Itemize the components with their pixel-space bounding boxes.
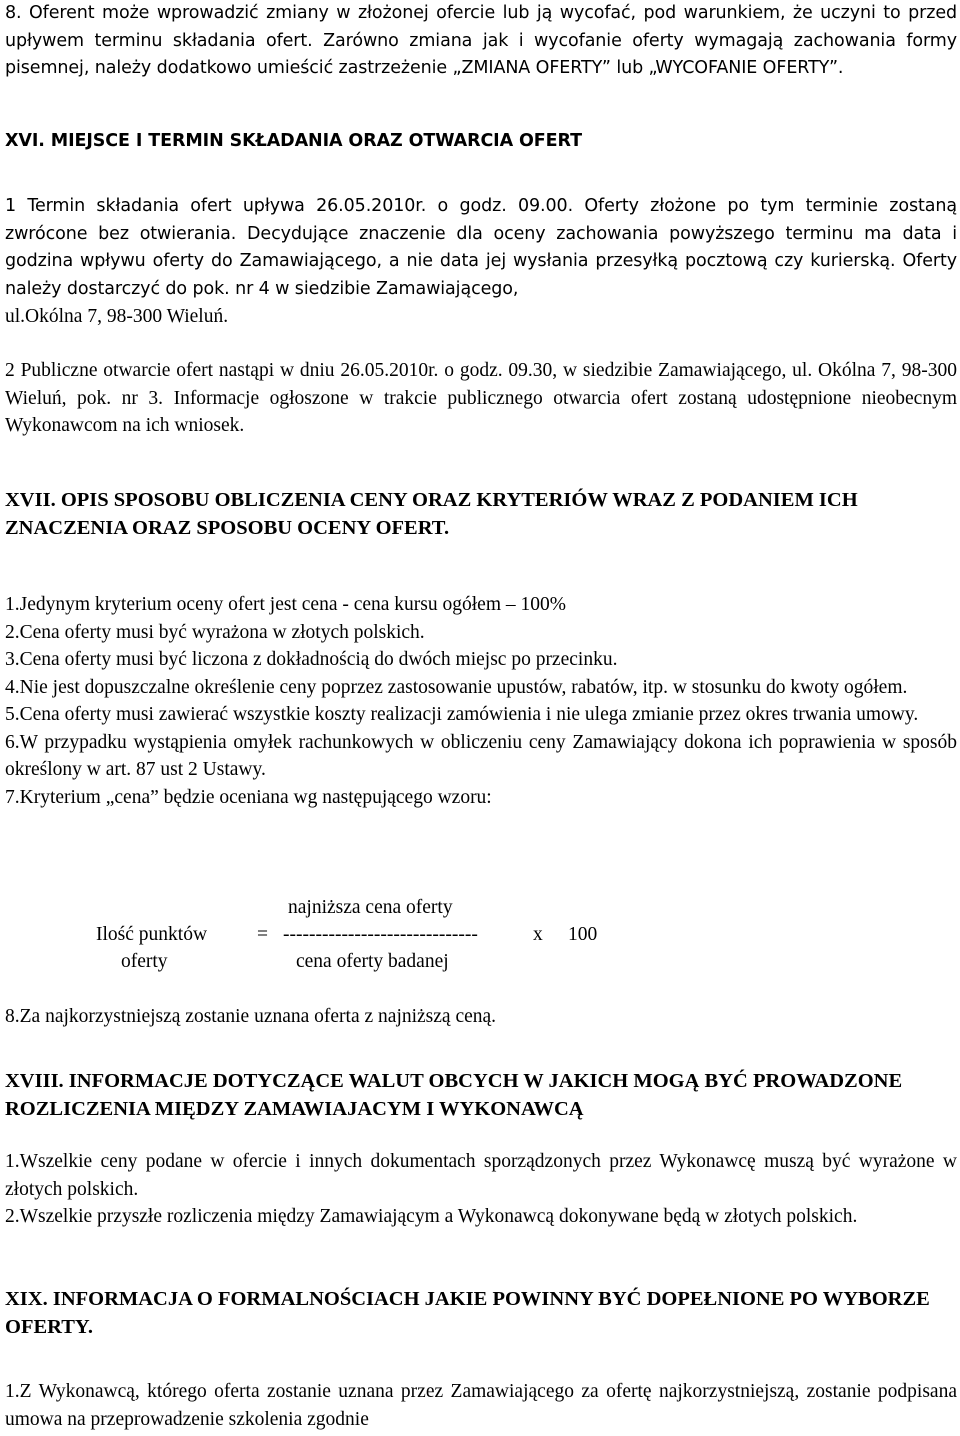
list-item: 6.W przypadku wystąpienia omyłek rachunkowych w obliczeniu ceny Zamawiający dokona ich poprawienia w sposób określony w art. 87 ust 2 Ustawy. bbox=[5, 731, 957, 780]
section-xviii-heading: XVIII. INFORMACJE DOTYCZĄCE WALUT OBCYCH W JAKICH MOGĄ BYĆ PROWADZONE ROZLICZENIA MIĘDZY ZAMAWIAJACYM I WYKONAWCĄ bbox=[5, 1070, 903, 1120]
xvi-paragraph-1-text: 1 Termin składania ofert upływa 26.05.2010r. o godz. 09.00. Oferty złożone po tym terminie zostaną zwrócone bez otwierania. Decydujące znaczenie dla oceny zachowania powyższego terminu ma data i godzina wpływu oferty do Zamawiającego, a nie data jej wysłania przesyłką pocztową czy kurierską. Oferty należy dostarczyć do pok. nr 4 w siedzibie Zamawiającego, bbox=[5, 196, 957, 299]
section-xvii-list bbox=[5, 591, 957, 811]
section-xvii-item-8: 8.Za najkorzystniejszą zostanie uznana oferta z najniższą ceną. bbox=[5, 1006, 497, 1027]
list-item: 7.Kryterium „cena” będzie oceniana wg następującego wzoru: bbox=[5, 786, 492, 808]
list-item: 1.Jedynym kryterium oceny ofert jest cena - cena kursu ogółem – 100% bbox=[5, 594, 566, 615]
formula-equals: = bbox=[257, 924, 268, 945]
formula-fraction-line: ------------------------------ bbox=[283, 924, 478, 945]
formula-factor: 100 bbox=[568, 924, 598, 945]
list-item: 2.Cena oferty musi być wyrażona w złotych polskich. bbox=[5, 621, 425, 643]
list-item: 2.Wszelkie przyszłe rozliczenia między Zamawiającym a Wykonawcą dokonywane będą w złotych polskich. bbox=[5, 1206, 858, 1227]
section-xix-heading: XIX. INFORMACJA O FORMALNOŚCIACH JAKIE POWINNY BYĆ DOPEŁNIONE PO WYBORZE OFERTY. bbox=[5, 1288, 930, 1338]
section-xvi-paragraph-2: 2 Publiczne otwarcie ofert nastąpi w dniu 26.05.2010r. o godz. 09.30, w siedzibie Zamawiającego, ul. Okólna 7, 98-300 Wieluń, pok. nr 3. Informacje ogłoszone w trakcie publicznego otwarcia ofert zostaną udostępnione nieobecnym Wykonawcom na ich wniosek. bbox=[5, 360, 957, 436]
list-item: 4.Nie jest dopuszczalne określenie ceny poprzez zastosowanie upustów, rabatów, itp. w stosunku do kwoty ogółem. bbox=[5, 676, 908, 698]
xvi-paragraph-1-address: ul.Okólna 7, 98-300 Wieluń. bbox=[5, 306, 229, 327]
formula-denominator: cena oferty badanej bbox=[296, 951, 449, 972]
formula-label-line2: oferty bbox=[121, 951, 168, 972]
price-formula bbox=[5, 894, 957, 984]
list-item: 1.Wszelkie ceny podane w ofercie i innych dokumentach sporządzonych przez Wykonawcę muszą być wyrażone w złotych polskich. bbox=[5, 1151, 957, 1200]
formula-label-line1: Ilość punktów bbox=[96, 924, 208, 945]
list-item: 3.Cena oferty musi być liczona z dokładnością do dwóch miejsc po przecinku. bbox=[5, 649, 618, 670]
section-xviii-list bbox=[5, 1148, 957, 1231]
section-xvi-paragraph-1 bbox=[5, 193, 957, 331]
section-xvii-heading: XVII. OPIS SPOSOBU OBLICZENIA CENY ORAZ KRYTERIÓW WRAZ Z PODANIEM ICH ZNACZENIA ORAZ SPOSOBU OCENY OFERT. bbox=[5, 489, 858, 539]
section-xix-item-1: 1.Z Wykonawcą, którego oferta zostanie uznana przez Zamawiającego za ofertę najkorzystniejszą, zostanie podpisana umowa na przeprowadzenie szkolenia zgodnie bbox=[5, 1381, 957, 1430]
formula-times: x bbox=[533, 924, 543, 945]
section-xvi-heading: XVI. MIEJSCE I TERMIN SKŁADANIA ORAZ OTWARCIA OFERT bbox=[5, 131, 582, 151]
formula-numerator: najniższa cena oferty bbox=[288, 897, 453, 918]
list-item: 5.Cena oferty musi zawierać wszystkie koszty realizacji zamówienia i nie ulega zmianie przez okres trwania umowy. bbox=[5, 704, 919, 725]
paragraph-8: 8. Oferent może wprowadzić zmiany w złożonej ofercie lub ją wycofać, pod warunkiem, że uczyni to przed upływem terminu składania ofert. Zarówno zmiana jak i wycofanie oferty wymagają zachowania formy pisemnej, należy dodatkowo umieścić zastrzeżenie „ZMIANA OFERTY” lub „WYCOFANIE OFERTY”. bbox=[5, 3, 957, 78]
